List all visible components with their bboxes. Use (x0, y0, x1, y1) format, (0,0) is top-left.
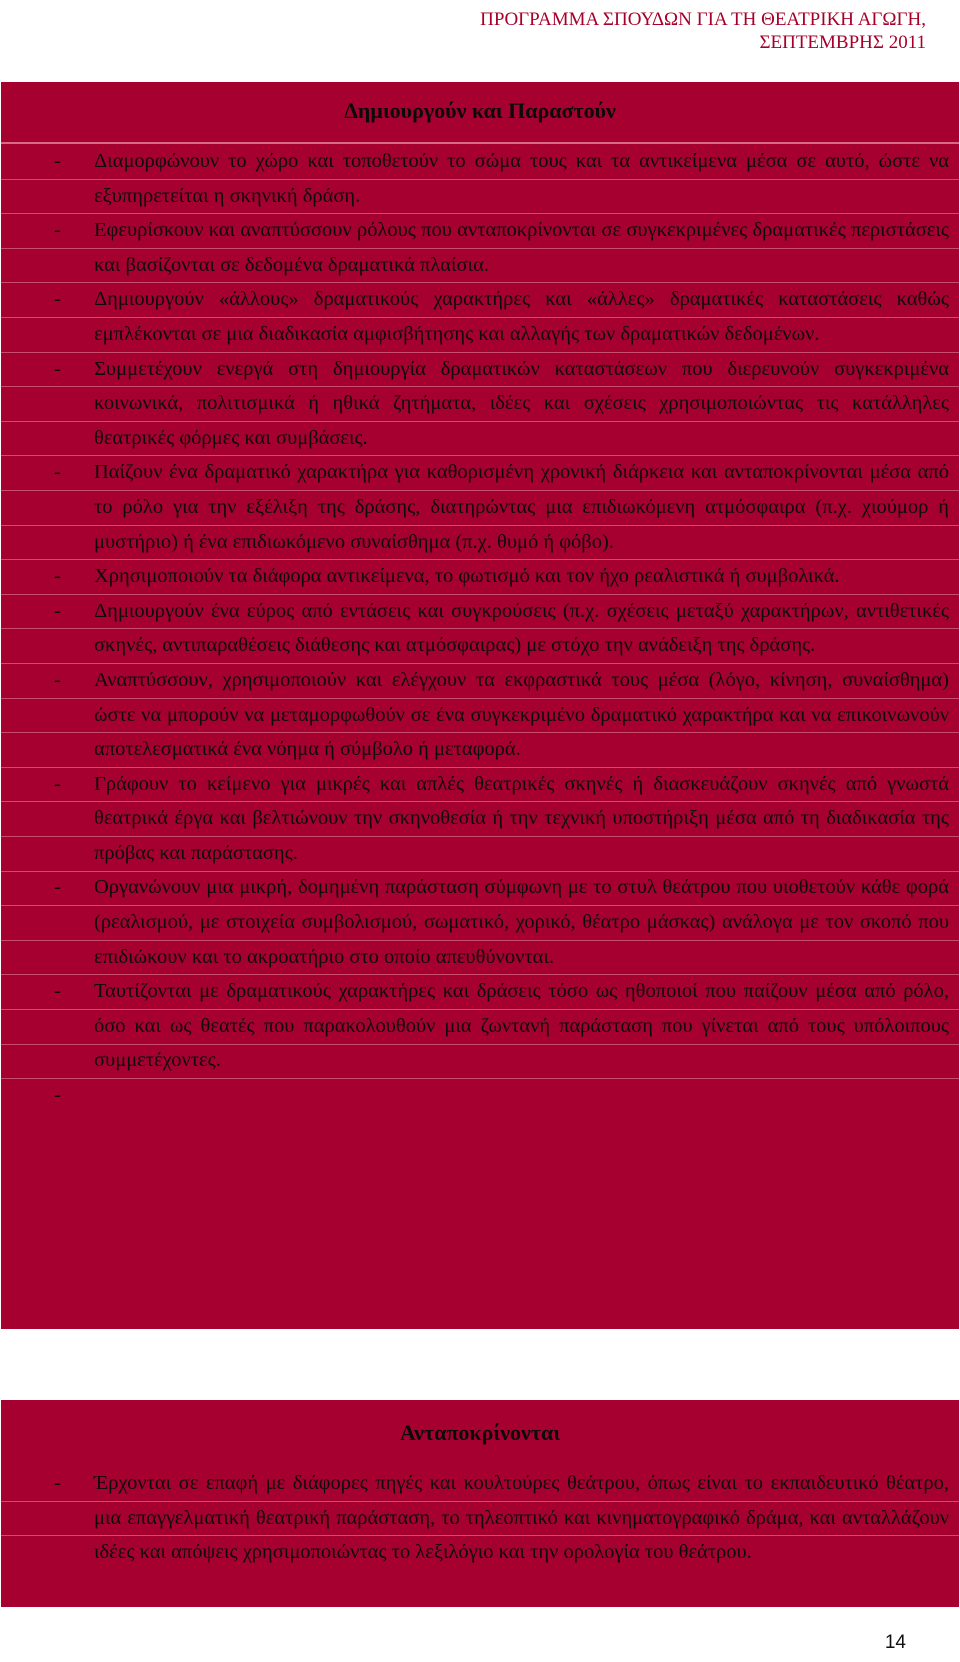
section-create-and-perform (1, 82, 959, 1329)
row-divider (1, 352, 959, 353)
page-number: 14 (884, 1632, 906, 1653)
row-divider (1, 974, 959, 975)
list-item (1, 559, 959, 594)
row-divider (1, 836, 959, 837)
row-divider (1, 490, 959, 491)
row-divider (1, 1009, 959, 1010)
row-divider (1, 559, 959, 560)
row-divider (1, 732, 959, 733)
list-item-text: Συμμετέχουν ενεργά στη δημιουργία δραματικών καταστάσεων που διερευνούν συγκεκριμένα κοινωνικά, πολιτισμικά ή ηθικά ζητήματα, ιδέες και σχέσεις χρησιμοποιώντας τις κατάλληλες θεατρικές φόρμες και συμβάσεις. (94, 357, 949, 449)
row-divider (1, 1501, 959, 1502)
list-item-text: Εφευρίσκουν και αναπτύσσουν ρόλους που ανταποκρίνονται σε συγκεκριμένες δραματικές περιστάσεις και βασίζονται σε δεδομένα δραματικά πλαίσια. (94, 219, 949, 276)
row-divider (1, 767, 959, 768)
bullet-dash: - (54, 1472, 61, 1494)
bullet-dash: - (54, 876, 61, 899)
list-item-text: Γράφουν το κείμενο για μικρές και απλές θεατρικές σκηνές ή διασκευάζουν σκηνές από γνωστά θεατρικά έργα και βελτιώνουν την σκηνοθεσία ή την τεχνική υποστήριξη μέσα από τη διαδικασία της πρόβας και παράστασης. (94, 772, 949, 864)
row-divider (1, 455, 959, 456)
row-divider (1, 905, 959, 906)
list-item (1, 974, 959, 1078)
list-item-text: Δημιουργούν ένα εύρος από εντάσεις και συγκρούσεις (π.χ. σχέσεις μεταξύ χαρακτήρων, αντιθετικές σκηνές, αντιπαραθέσεις διάθεσης και ατμόσφαιρας) με στόχο την ανάδειξη της δράσης. (94, 599, 949, 657)
list-item (1, 455, 959, 559)
row-divider (1, 594, 959, 595)
row-divider (1, 282, 959, 283)
list-item-text: Παίζουν ένα δραματικό χαρακτήρα για καθορισμένη χρονική διάρκεια και ανταποκρίνονται μέσα από το ρόλο για την εξέλιξη της δράσης, διατηρώντας μια επιδιωκόμενη ατμόσφαιρα (π.χ. χιούμορ ή μυστήριο) ή ένα επιδιωκόμενο συναίσθημα (π.χ. θυμό ή φόβο). (94, 461, 949, 553)
bullet-dash: - (54, 288, 61, 311)
row-divider (1, 1535, 959, 1536)
section-title: Δημιουργούν και Παραστούν (1, 82, 959, 144)
row-divider (1, 386, 959, 387)
bullet-dash: - (54, 219, 61, 242)
header-line-1: ΠΡΟΓΡΑΜΜΑ ΣΠΟΥΔΩΝ ΓΙΑ ΤΗ ΘΕΑΤΡΙΚΗ ΑΓΩΓΗ, (480, 9, 926, 30)
list-item (1, 767, 959, 871)
list-item-text: Δημιουργούν «άλλους» δραματικούς χαρακτήρες και «άλλες» δραματικές καταστάσεις καθώς εμπλέκονται σε μια διαδικασία αμφισβήτησης και αλλαγής των δραματικών δεδομένων. (94, 288, 949, 345)
list-item-text: Ταυτίζονται με δραματικούς χαρακτήρες και δράσεις τόσο ως ηθοποιοί που παίζουν μέσα από ρόλο, όσο και ως θεατές που παρακολουθούν μια ζωντανή παράσταση που γίνεται από τους υπόλοιπους συμμετέχοντες. (94, 980, 949, 1072)
list-item (1, 1466, 959, 1570)
bullet-dash: - (54, 772, 61, 795)
row-divider (1, 1044, 959, 1045)
list-item-text: Διαμορφώνουν το χώρο και τοποθετούν το σώμα τους και τα αντικείμενα μέσα σε αυτό, ώστε να εξυπηρετείται η σκηνική δράση. (94, 150, 949, 207)
row-divider (1, 179, 959, 180)
bullet-dash: - (54, 668, 61, 691)
bullet-dash: - (54, 565, 61, 588)
list-item-text: Οργανώνουν μια μικρή, δομημένη παράσταση σύμφωνη με το στυλ θεάτρου που υιοθετούν κάθε φορά (ρεαλισμού, με στοιχεία συμβολισμού, σωματικό, χορικό, θέατρο μάσκας) ανάλογα με τον σκοπό που επιδιώκουν και το ακροατήριο στο οποίο απευθύνονται. (94, 876, 949, 968)
row-divider (1, 871, 959, 872)
list-item-text: Χρησιμοποιούν τα διάφορα αντικείμενα, το φωτισμό και τον ήχο ρεαλιστικά ή συμβολικά. (94, 565, 840, 588)
row-divider (1, 940, 959, 941)
bullet-dash: - (54, 599, 61, 622)
section-list (1, 1466, 959, 1570)
bullet-dash: - (54, 1084, 61, 1107)
row-divider (1, 525, 959, 526)
section-respond (1, 1400, 959, 1607)
section-title: Ανταποκρίνονται (399, 1420, 561, 1445)
bullet-dash: - (54, 980, 61, 1003)
header-line-2: ΣΕΠΤΕΜΒΡΗΣ 2011 (759, 32, 926, 53)
list-item-empty (1, 1078, 959, 1113)
row-divider (1, 801, 959, 802)
list-item-text: Αναπτύσσουν, χρησιμοποιούν και ελέγχουν τα εκφραστικά τους μέσα (λόγο, κίνηση, συναίσθημα) ώστε να μπορούν να μεταμορφωθούν σε ένα συγκεκριμένο δραματικό χαρακτήρα και να επικοινωνούν αποτελεσματικά ένα νόημα ή σύμβολο ή μεταφορά. (94, 668, 949, 761)
row-divider (1, 421, 959, 422)
row-divider (1, 1078, 959, 1079)
list-item (1, 663, 959, 767)
bullet-dash: - (54, 150, 61, 172)
list-item (1, 870, 959, 974)
row-divider (1, 698, 959, 699)
list-item (1, 352, 959, 456)
list-item-text (94, 1078, 949, 1113)
row-divider (1, 628, 959, 629)
row-divider (1, 663, 959, 664)
section-list (1, 144, 959, 1113)
bullet-dash: - (54, 461, 61, 484)
row-divider (1, 317, 959, 318)
document-header (326, 8, 926, 54)
bullet-dash: - (54, 357, 61, 380)
row-divider (1, 213, 959, 214)
list-item-text: Έρχονται σε επαφή με διάφορες πηγές και κουλτούρες θεάτρου, όπως είναι το εκπαιδευτικό θέατρο, μια επαγγελματική θεατρική παράσταση, το τηλεοπτικό και κινηματογραφικό δράμα, και ανταλλάζουν ιδέες και απόψεις χρησιμοποιώντας το λεξιλόγιο και την ορολογία του θεάτρου. (94, 1472, 949, 1564)
row-divider (1, 248, 959, 249)
